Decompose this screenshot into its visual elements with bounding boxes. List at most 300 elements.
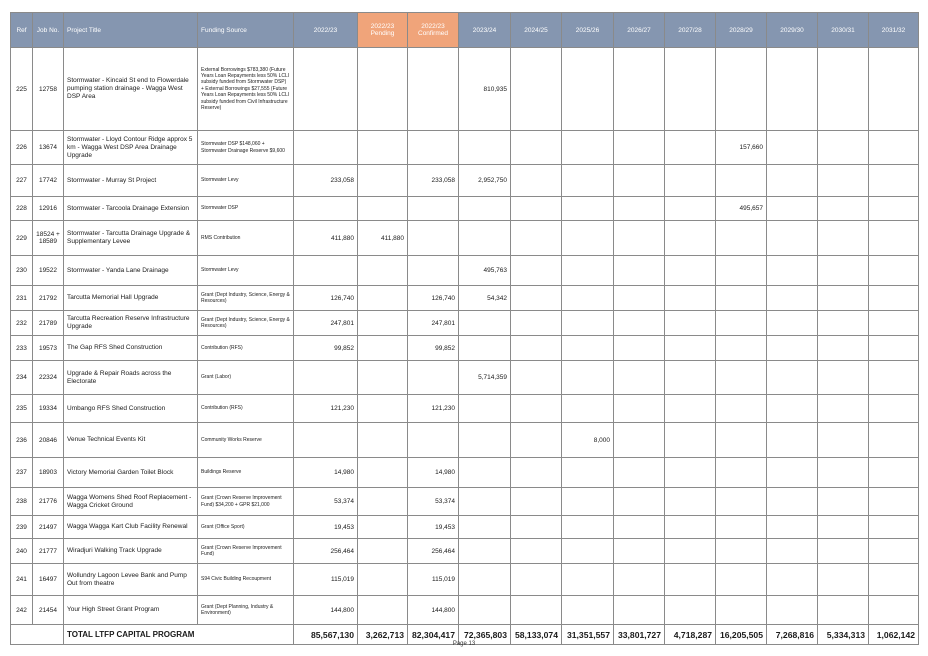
row-value — [511, 197, 562, 221]
row-value — [614, 488, 665, 516]
row-value: 19,453 — [408, 516, 459, 539]
row-value: 19,453 — [294, 516, 358, 539]
total-value: 16,205,505 — [716, 625, 767, 645]
row-value — [869, 221, 919, 256]
row-project-title: Stormwater - Lloyd Contour Ridge approx 5 km - Wagga West DSP Area Drainage Upgrade — [64, 131, 198, 165]
row-value — [818, 131, 869, 165]
row-project-title: Victory Memorial Garden Toilet Block — [64, 458, 198, 488]
row-value — [614, 458, 665, 488]
row-ref: 225 — [11, 48, 33, 131]
row-job-no: 18903 — [33, 458, 64, 488]
row-value — [716, 361, 767, 395]
row-value — [665, 256, 716, 286]
row-value — [358, 488, 408, 516]
row-value — [818, 197, 869, 221]
row-value — [767, 286, 818, 311]
row-value — [614, 361, 665, 395]
row-value: 5,714,359 — [459, 361, 511, 395]
row-job-no: 19334 — [33, 395, 64, 423]
row-value — [665, 564, 716, 596]
ltfp-capital-program-table — [10, 12, 919, 645]
row-value — [716, 221, 767, 256]
row-value — [767, 395, 818, 423]
row-value — [562, 336, 614, 361]
row-job-no: 17742 — [33, 165, 64, 197]
row-value — [767, 165, 818, 197]
row-value — [511, 458, 562, 488]
row-value — [358, 131, 408, 165]
row-value — [562, 361, 614, 395]
row-value — [665, 336, 716, 361]
row-value: 99,852 — [408, 336, 459, 361]
row-value — [818, 488, 869, 516]
row-value — [818, 539, 869, 564]
row-value — [614, 539, 665, 564]
row-value — [665, 131, 716, 165]
row-value — [665, 361, 716, 395]
row-value — [869, 311, 919, 336]
table-row — [11, 458, 919, 488]
row-project-title: Stormwater - Tarcutta Drainage Upgrade & Supplementary Levee — [64, 221, 198, 256]
row-ref: 241 — [11, 564, 33, 596]
total-value: 1,062,142 — [869, 625, 919, 645]
table-row — [11, 286, 919, 311]
row-value — [358, 256, 408, 286]
table-row — [11, 131, 919, 165]
row-value — [358, 311, 408, 336]
table-row — [11, 539, 919, 564]
row-value — [716, 336, 767, 361]
header-project-title: Project Title — [64, 13, 198, 48]
row-value: 157,660 — [716, 131, 767, 165]
row-value — [459, 564, 511, 596]
row-value — [767, 488, 818, 516]
row-value — [767, 423, 818, 458]
row-value — [614, 423, 665, 458]
row-value — [767, 539, 818, 564]
table-row — [11, 256, 919, 286]
row-value — [767, 361, 818, 395]
table-row — [11, 488, 919, 516]
row-value — [818, 311, 869, 336]
header-year: 2022/23 Pending — [358, 13, 408, 48]
row-value — [408, 197, 459, 221]
row-value — [358, 539, 408, 564]
row-job-no: 21497 — [33, 516, 64, 539]
row-ref: 240 — [11, 539, 33, 564]
row-value — [716, 539, 767, 564]
row-value — [665, 221, 716, 256]
row-project-title: Tarcutta Recreation Reserve Infrastructure Upgrade — [64, 311, 198, 336]
table-row — [11, 48, 919, 131]
row-value: 99,852 — [294, 336, 358, 361]
row-value — [459, 395, 511, 423]
row-value — [716, 423, 767, 458]
row-job-no: 19573 — [33, 336, 64, 361]
row-value — [869, 395, 919, 423]
row-value — [614, 48, 665, 131]
row-value — [614, 256, 665, 286]
row-value: 256,464 — [294, 539, 358, 564]
row-value — [358, 395, 408, 423]
row-value — [767, 197, 818, 221]
row-job-no: 18524 + 18589 — [33, 221, 64, 256]
row-value — [818, 516, 869, 539]
row-value — [818, 361, 869, 395]
row-value — [869, 256, 919, 286]
row-value: 256,464 — [408, 539, 459, 564]
header-year: 2028/29 — [716, 13, 767, 48]
row-value — [408, 256, 459, 286]
header-year: 2029/30 — [767, 13, 818, 48]
row-ref: 227 — [11, 165, 33, 197]
header-year: 2026/27 — [614, 13, 665, 48]
row-value — [511, 564, 562, 596]
row-value — [562, 516, 614, 539]
row-project-title: Venue Technical Events Kit — [64, 423, 198, 458]
row-funding-source: External Borrowings $783,380 (Future Years Loan Repayments less 50% LCLI subsidy funded from Stormwater DSP) + External Borrowings $27,555 (Future Years Loan Repayments less 50% LCLI subsidy funded from Civil Infrastructure Reserve) — [198, 48, 294, 131]
row-value — [614, 165, 665, 197]
row-value — [716, 48, 767, 131]
row-value — [818, 458, 869, 488]
row-job-no: 21792 — [33, 286, 64, 311]
row-ref: 233 — [11, 336, 33, 361]
row-value — [459, 131, 511, 165]
row-value — [358, 197, 408, 221]
row-value — [869, 596, 919, 625]
row-value — [562, 48, 614, 131]
row-value — [665, 488, 716, 516]
row-value — [459, 311, 511, 336]
row-value — [358, 336, 408, 361]
table-row — [11, 564, 919, 596]
row-project-title: Umbango RFS Shed Construction — [64, 395, 198, 423]
row-ref: 230 — [11, 256, 33, 286]
row-value — [294, 131, 358, 165]
row-ref: 235 — [11, 395, 33, 423]
row-value — [716, 516, 767, 539]
row-value — [459, 197, 511, 221]
header-row — [11, 13, 919, 48]
row-value — [767, 596, 818, 625]
row-value — [459, 458, 511, 488]
row-value: 126,740 — [294, 286, 358, 311]
table-row — [11, 596, 919, 625]
row-project-title: Wollundry Lagoon Levee Bank and Pump Out from theatre — [64, 564, 198, 596]
row-value — [511, 516, 562, 539]
row-value — [511, 336, 562, 361]
row-ref: 239 — [11, 516, 33, 539]
row-value — [358, 286, 408, 311]
row-value — [767, 48, 818, 131]
row-project-title: Wagga Womens Shed Roof Replacement - Wagga Cricket Ground — [64, 488, 198, 516]
row-value — [869, 197, 919, 221]
row-ref: 242 — [11, 596, 33, 625]
row-job-no: 21454 — [33, 596, 64, 625]
row-value — [459, 539, 511, 564]
row-value — [614, 516, 665, 539]
row-funding-source: Stormwater Levy — [198, 165, 294, 197]
row-value — [767, 336, 818, 361]
row-value — [869, 48, 919, 131]
row-value — [665, 197, 716, 221]
header-year: 2023/24 — [459, 13, 511, 48]
header-year: 2022/23 Confirmed — [408, 13, 459, 48]
row-value: 53,374 — [408, 488, 459, 516]
row-job-no: 20846 — [33, 423, 64, 458]
row-value — [294, 197, 358, 221]
row-value — [818, 423, 869, 458]
row-project-title: Stormwater - Murray St Project — [64, 165, 198, 197]
row-value: 233,058 — [294, 165, 358, 197]
row-value — [665, 48, 716, 131]
header-year: 2022/23 — [294, 13, 358, 48]
row-value — [562, 488, 614, 516]
total-value: 7,268,816 — [767, 625, 818, 645]
header-year: 2027/28 — [665, 13, 716, 48]
row-funding-source: Grant (Crown Reserve Improvement Fund) $34,200 + GPR $21,000 — [198, 488, 294, 516]
row-value — [869, 286, 919, 311]
total-value: 5,334,313 — [818, 625, 869, 645]
row-value — [614, 564, 665, 596]
row-value — [459, 336, 511, 361]
row-funding-source: Grant (Dept Planning, Industry & Environment) — [198, 596, 294, 625]
row-value — [818, 48, 869, 131]
row-value — [869, 361, 919, 395]
row-value — [665, 395, 716, 423]
row-ref: 226 — [11, 131, 33, 165]
row-value — [869, 165, 919, 197]
row-value — [562, 311, 614, 336]
row-value — [511, 48, 562, 131]
row-value — [665, 286, 716, 311]
row-value — [767, 221, 818, 256]
row-value — [511, 256, 562, 286]
row-job-no: 12916 — [33, 197, 64, 221]
row-value — [562, 596, 614, 625]
row-value: 115,019 — [294, 564, 358, 596]
row-value: 2,952,750 — [459, 165, 511, 197]
row-value — [614, 131, 665, 165]
row-value — [818, 256, 869, 286]
row-value: 8,000 — [562, 423, 614, 458]
row-value — [614, 286, 665, 311]
row-value: 810,935 — [459, 48, 511, 131]
row-funding-source: S94 Civic Building Recoupment — [198, 564, 294, 596]
total-value: 31,351,557 — [562, 625, 614, 645]
row-value: 411,880 — [358, 221, 408, 256]
row-project-title: Stormwater - Yanda Lane Drainage — [64, 256, 198, 286]
row-value — [818, 395, 869, 423]
header-funding-source: Funding Source — [198, 13, 294, 48]
header-year: 2025/26 — [562, 13, 614, 48]
row-project-title: The Gap RFS Shed Construction — [64, 336, 198, 361]
row-value — [767, 256, 818, 286]
row-value — [869, 564, 919, 596]
page-number: Page 13 — [452, 641, 476, 647]
row-value: 14,980 — [294, 458, 358, 488]
row-value — [665, 596, 716, 625]
row-value — [869, 458, 919, 488]
row-value — [869, 516, 919, 539]
table-row — [11, 197, 919, 221]
row-value — [716, 256, 767, 286]
row-value — [294, 48, 358, 131]
row-value — [767, 458, 818, 488]
row-value — [614, 311, 665, 336]
row-project-title: Stormwater - Kincaid St end to Flowerdale pumping station drainage - Wagga West DSP Area — [64, 48, 198, 131]
row-value — [614, 221, 665, 256]
row-value: 121,230 — [294, 395, 358, 423]
row-value: 126,740 — [408, 286, 459, 311]
row-value — [511, 395, 562, 423]
row-value — [665, 516, 716, 539]
row-funding-source: Contribution (RFS) — [198, 336, 294, 361]
row-value — [511, 311, 562, 336]
row-job-no: 16497 — [33, 564, 64, 596]
row-value — [358, 564, 408, 596]
row-ref: 238 — [11, 488, 33, 516]
row-ref: 229 — [11, 221, 33, 256]
row-value — [869, 539, 919, 564]
row-value — [358, 516, 408, 539]
row-value — [562, 256, 614, 286]
header-job-no: Job No. — [33, 13, 64, 48]
row-value — [818, 564, 869, 596]
row-value — [562, 564, 614, 596]
row-job-no: 22324 — [33, 361, 64, 395]
row-value: 14,980 — [408, 458, 459, 488]
row-value — [716, 311, 767, 336]
total-value: 82,304,417 — [408, 625, 459, 645]
table-row — [11, 516, 919, 539]
row-value — [358, 48, 408, 131]
row-project-title: Upgrade & Repair Roads across the Electorate — [64, 361, 198, 395]
row-value — [459, 596, 511, 625]
row-ref: 231 — [11, 286, 33, 311]
row-value — [294, 256, 358, 286]
row-value: 121,230 — [408, 395, 459, 423]
table-row — [11, 395, 919, 423]
header-year: 2024/25 — [511, 13, 562, 48]
row-project-title: Tarcutta Memorial Hall Upgrade — [64, 286, 198, 311]
row-value — [358, 596, 408, 625]
total-value: 4,718,287 — [665, 625, 716, 645]
row-value — [562, 197, 614, 221]
row-value — [716, 165, 767, 197]
row-value — [614, 336, 665, 361]
row-value — [869, 423, 919, 458]
row-value — [408, 423, 459, 458]
row-value — [562, 286, 614, 311]
row-value — [408, 48, 459, 131]
row-funding-source: Stormwater Levy — [198, 256, 294, 286]
row-value — [511, 286, 562, 311]
row-value — [716, 286, 767, 311]
row-value — [665, 423, 716, 458]
total-value: 85,567,130 — [294, 625, 358, 645]
row-value — [459, 488, 511, 516]
header-year: 2030/31 — [818, 13, 869, 48]
row-value — [716, 395, 767, 423]
row-value — [511, 596, 562, 625]
table-row — [11, 423, 919, 458]
row-job-no: 21789 — [33, 311, 64, 336]
row-value — [665, 458, 716, 488]
row-funding-source: Grant (Crown Reserve Improvement Fund) — [198, 539, 294, 564]
total-value: 33,801,727 — [614, 625, 665, 645]
table-row — [11, 311, 919, 336]
row-funding-source: Buildings Reserve — [198, 458, 294, 488]
row-value — [562, 131, 614, 165]
row-value — [767, 564, 818, 596]
row-value — [869, 336, 919, 361]
row-value — [818, 336, 869, 361]
row-value — [511, 361, 562, 395]
table-row — [11, 361, 919, 395]
row-value: 144,800 — [408, 596, 459, 625]
row-value — [716, 596, 767, 625]
row-value — [511, 165, 562, 197]
row-job-no: 12758 — [33, 48, 64, 131]
row-ref: 228 — [11, 197, 33, 221]
table-row — [11, 221, 919, 256]
row-funding-source: Grant (Dept Industry, Science, Energy & Resources) — [198, 286, 294, 311]
row-ref: 237 — [11, 458, 33, 488]
row-value — [869, 131, 919, 165]
row-value — [818, 165, 869, 197]
row-value: 247,801 — [294, 311, 358, 336]
row-value — [665, 311, 716, 336]
row-value — [818, 286, 869, 311]
row-value — [818, 596, 869, 625]
row-funding-source: Contribution (RFS) — [198, 395, 294, 423]
row-value — [767, 516, 818, 539]
row-value: 495,763 — [459, 256, 511, 286]
row-funding-source: RMS Contribution — [198, 221, 294, 256]
row-value — [767, 311, 818, 336]
row-job-no: 21777 — [33, 539, 64, 564]
row-value — [511, 131, 562, 165]
row-ref: 232 — [11, 311, 33, 336]
row-value — [358, 458, 408, 488]
row-value — [818, 221, 869, 256]
total-value: 3,262,713 — [358, 625, 408, 645]
row-value — [511, 539, 562, 564]
row-value — [511, 423, 562, 458]
row-value — [614, 596, 665, 625]
row-funding-source: Community Works Reserve — [198, 423, 294, 458]
row-project-title: Wiradjuri Walking Track Upgrade — [64, 539, 198, 564]
row-value — [459, 221, 511, 256]
row-value: 247,801 — [408, 311, 459, 336]
row-ref: 234 — [11, 361, 33, 395]
row-value: 54,342 — [459, 286, 511, 311]
row-value: 53,374 — [294, 488, 358, 516]
row-value — [408, 221, 459, 256]
row-value: 115,019 — [408, 564, 459, 596]
row-value — [562, 165, 614, 197]
row-value — [614, 197, 665, 221]
total-value: 58,133,074 — [511, 625, 562, 645]
row-value — [294, 423, 358, 458]
row-project-title: Wagga Wagga Kart Club Facility Renewal — [64, 516, 198, 539]
row-value — [869, 488, 919, 516]
table-row — [11, 336, 919, 361]
row-value — [665, 165, 716, 197]
row-value: 495,657 — [716, 197, 767, 221]
row-value — [562, 221, 614, 256]
